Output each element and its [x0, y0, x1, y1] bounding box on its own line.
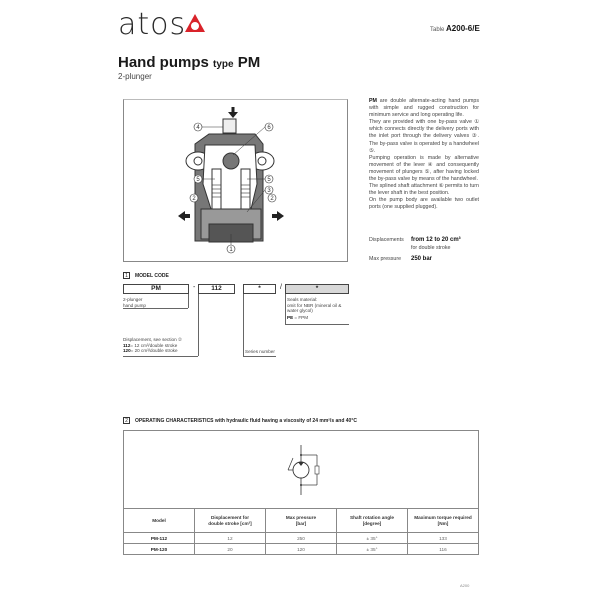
option-code: PE	[287, 314, 294, 320]
option-text: = 12 cm³/double stroke	[130, 342, 178, 348]
desc-intro-bold: PM	[369, 98, 377, 104]
model-code-separator-dash: -	[193, 284, 196, 291]
table-reference	[430, 24, 480, 33]
table-row	[124, 533, 479, 544]
header-text: Model	[152, 517, 166, 523]
desc-line: omit for NBR (mineral oil &	[287, 302, 342, 308]
cell-max-pressure: 120	[266, 544, 337, 555]
header-displacement	[195, 509, 266, 533]
header-max-torque	[408, 509, 479, 533]
displacement-title: Displacement, see section ②	[123, 337, 183, 342]
cell-max-torque: 133	[408, 533, 479, 544]
model-code-field-seals: *	[285, 284, 349, 294]
brand-logo-triangle-icon	[185, 14, 205, 32]
model-code-pm-desc	[123, 297, 146, 308]
page-title	[118, 54, 260, 71]
cell-shaft-rotation: ± 35°	[337, 544, 408, 555]
leader-line	[188, 294, 189, 308]
brand-logo-text: atos	[118, 7, 187, 42]
desc-intro-text: are double alternate-acting hand pumps with simple and rugged construction for minimum service and long operating life.	[369, 98, 479, 119]
header-text: double stroke [cm³]	[208, 520, 252, 526]
leader-line	[285, 294, 286, 324]
callout-4: 4	[196, 125, 200, 131]
spec-value: 250 bar	[411, 256, 433, 262]
table-ref-code: A200-6/E	[446, 24, 480, 33]
leader-line	[198, 294, 199, 356]
callout-3: 3	[267, 188, 271, 194]
model-code-displacement-desc	[123, 337, 182, 354]
callout-5-right: 5	[267, 177, 271, 183]
model-code-field-series: *	[243, 284, 276, 294]
model-code-seals-desc	[287, 297, 341, 320]
header-text: [Nm]	[437, 520, 449, 526]
title-main: Hand pumps	[118, 54, 209, 71]
seals-option	[287, 315, 341, 321]
desc-paragraph-2: They are provided with one by-pass valve ① which connects directly the delivery ports with the inlet port through the delivery valves ③. The by-pass valve is operated by a handwheel ⑤.	[369, 119, 479, 154]
callout-1: 1	[229, 247, 233, 253]
cell-displacement: 20	[195, 544, 266, 555]
callout-5-left: 5	[196, 177, 200, 183]
leader-line	[123, 356, 198, 357]
header-max-pressure	[266, 509, 337, 533]
option-text: = 20 cm³/double stroke	[130, 348, 178, 354]
section-title-operating: OPERATING CHARACTERISTICS with hydraulic fluid having a viscosity of 24 mm²/s and 40°C	[135, 418, 357, 424]
table-ref-prefix: Table	[430, 27, 445, 33]
option-text: = FPM	[293, 314, 309, 320]
cell-max-pressure: 250	[266, 533, 337, 544]
inlet-arrow-icon	[228, 107, 238, 118]
spec-value: from 12 to 20 cm³	[411, 237, 461, 243]
cell-model: PM-112	[124, 533, 195, 544]
desc-paragraph-4: The splined shaft attachment ⑥ permits to turn the lever shaft in the best position.	[369, 183, 479, 197]
header-model	[124, 509, 195, 533]
leader-line	[243, 294, 244, 356]
header-text: Maximum torque required	[414, 514, 472, 520]
header-text: Max pressure	[285, 514, 317, 520]
option-code: 120	[123, 348, 131, 354]
desc-line: Seals material:	[287, 297, 318, 302]
header-text: Displacement for	[210, 514, 250, 520]
callout-2-left: 2	[192, 196, 196, 202]
page-subtitle: 2-plunger	[118, 72, 152, 81]
callout-2-right: 2	[270, 196, 274, 202]
model-code-field-displacement: 112	[198, 284, 235, 294]
pump-section-drawing	[123, 99, 349, 262]
operating-characteristics-table	[123, 508, 479, 555]
option-code: 112	[123, 342, 131, 348]
leader-line	[285, 324, 349, 325]
outlet-arrow-left-icon	[178, 211, 185, 221]
displacement-option	[123, 348, 182, 354]
model-code-field-pm: PM	[123, 284, 189, 294]
section-number-2: 2	[123, 417, 130, 424]
model-code-separator-slash: /	[280, 284, 282, 291]
spec-max-pressure	[369, 256, 432, 262]
spec-label: Displacements	[369, 237, 404, 243]
cell-displacement: 12	[195, 533, 266, 544]
header-text: [degree]	[362, 520, 382, 526]
title-type-word: type	[213, 59, 234, 70]
hydraulic-pump-symbol-icon	[270, 445, 330, 500]
desc-intro	[369, 98, 479, 119]
title-type-code: PM	[237, 54, 261, 71]
cell-max-torque: 116	[408, 544, 479, 555]
spec-displacement	[369, 237, 461, 243]
section-number-1: 1	[123, 272, 130, 279]
product-description	[369, 98, 479, 212]
header-text: [bar]	[295, 520, 307, 526]
leader-line	[243, 356, 276, 357]
table-row	[124, 544, 479, 555]
cell-shaft-rotation: ± 35°	[337, 533, 408, 544]
callout-6: 6	[267, 125, 271, 131]
model-code-series-desc: Series number	[245, 349, 275, 354]
desc-paragraph-3: Pumping operation is made by alternative movement of the lever ④ and consequently movement of plungers ⑤, after having locked the by-pass valve by means of the handwheel.	[369, 154, 479, 183]
spec-label: Max pressure	[369, 256, 402, 262]
header-shaft-rotation	[337, 509, 408, 533]
table-header-row	[124, 509, 479, 533]
desc-line: hand pump	[123, 302, 146, 308]
outlet-arrow-right-icon	[277, 211, 284, 221]
desc-line: water glycol)	[287, 308, 313, 314]
page-footer-code: A200	[460, 583, 470, 588]
section-title-model-code: MODEL CODE	[135, 273, 169, 279]
header-text: Shaft rotation angle	[349, 514, 394, 520]
cell-model: PM-120	[124, 544, 195, 555]
desc-line: 2-plunger	[123, 297, 143, 302]
spec-note: for double stroke	[411, 245, 451, 251]
desc-paragraph-5: On the pump body are available two outlet ports (one supplied plugged).	[369, 197, 479, 211]
